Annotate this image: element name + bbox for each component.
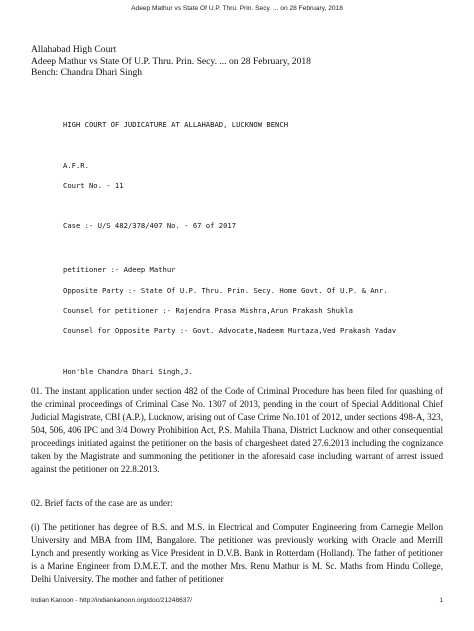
case-number: Case :- U/S 482/378/407 No. - 67 of 2017 (63, 221, 237, 230)
paragraph-01: 01. The instant application under section 482 of the Code of Criminal Procedure has been filed for quashing of the criminal proceedings of Criminal Case No. 1307 of 2013, pending in the court of Special Additional Chief Judicial Magistrate, CBI (A.P.), Lucknow, arising out of Case Crime No.101 of 2012, under sections 498-A, 323, 504, 506, 406 IPC and 3/4 Dowry Prohibition Act, P.S. Mahila Thana, District Lucknow and other consequential proceedings initiated against the petitioner on the basis of chargesheet dated 27.6.2013 including the cognizance taken by the Magistrate and summoning the petitioner in the aforesaid case including warrant of arrest issued against the petitioner on 22.8.2013. (31, 386, 443, 474)
court-number: Court No. - 11 (63, 181, 124, 190)
petitioner-line: petitioner :- Adeep Mathur (63, 265, 176, 274)
afr-label: A.F.R. (63, 161, 89, 170)
paragraph-facts-i: (i) The petitioner has degree of B.S. and M.S. in Electrical and Computer Engineering from Carnegie Mellon University and MBA from IIM, Bangalore. The petitioner was previously working with Oracle and Merrill Lynch and presently working as Vice President in D.V.B. Bank in Rotterdam (Holland). The father of petitioner is a Marine Engineer from D.M.E.T. and the mother Mrs. Renu Mathur is M. Sc. Maths from Hindu College, Delhi University. The mother and father of petitioner (31, 522, 443, 584)
counsel-petitioner-line: Counsel for petitioner :- Rajendra Prasa Mishra,Arun Prakash Shukla (63, 306, 353, 315)
judge-line: Hon'ble Chandra Dhari Singh,J. (63, 367, 193, 376)
footer-page-number: 1 (439, 597, 443, 604)
bench-line: Bench: Chandra Dhari Singh (31, 67, 143, 78)
counsel-opposite-line: Counsel for Opposite Party :- Govt. Advocate,Nadeem Murtaza,Ved Prakash Yadav (63, 326, 397, 335)
case-title: Adeep Mathur vs State Of U.P. Thru. Prin. Secy. ... on 28 February, 2018 (31, 55, 311, 67)
footer-source-link[interactable]: Indian Kanoon - http://indiankanoon.org/doc/21248637/ (31, 597, 192, 604)
court-heading: HIGH COURT OF JUDICATURE AT ALLAHABAD, LUCKNOW BENCH (63, 120, 289, 129)
paragraph-02: 02. Brief facts of the case are as under: (31, 498, 173, 508)
document-meta (31, 44, 451, 79)
court-name: Allahabad High Court (31, 44, 117, 55)
opposite-party-line: Opposite Party :- State Of U.P. Thru. Prin. Secy. Home Govt. Of U.P. & Anr. (63, 286, 388, 295)
running-header: Adeep Mathur vs State Of U.P. Thru. Prin. Secy. ... on 28 February, 2018 (131, 5, 343, 12)
